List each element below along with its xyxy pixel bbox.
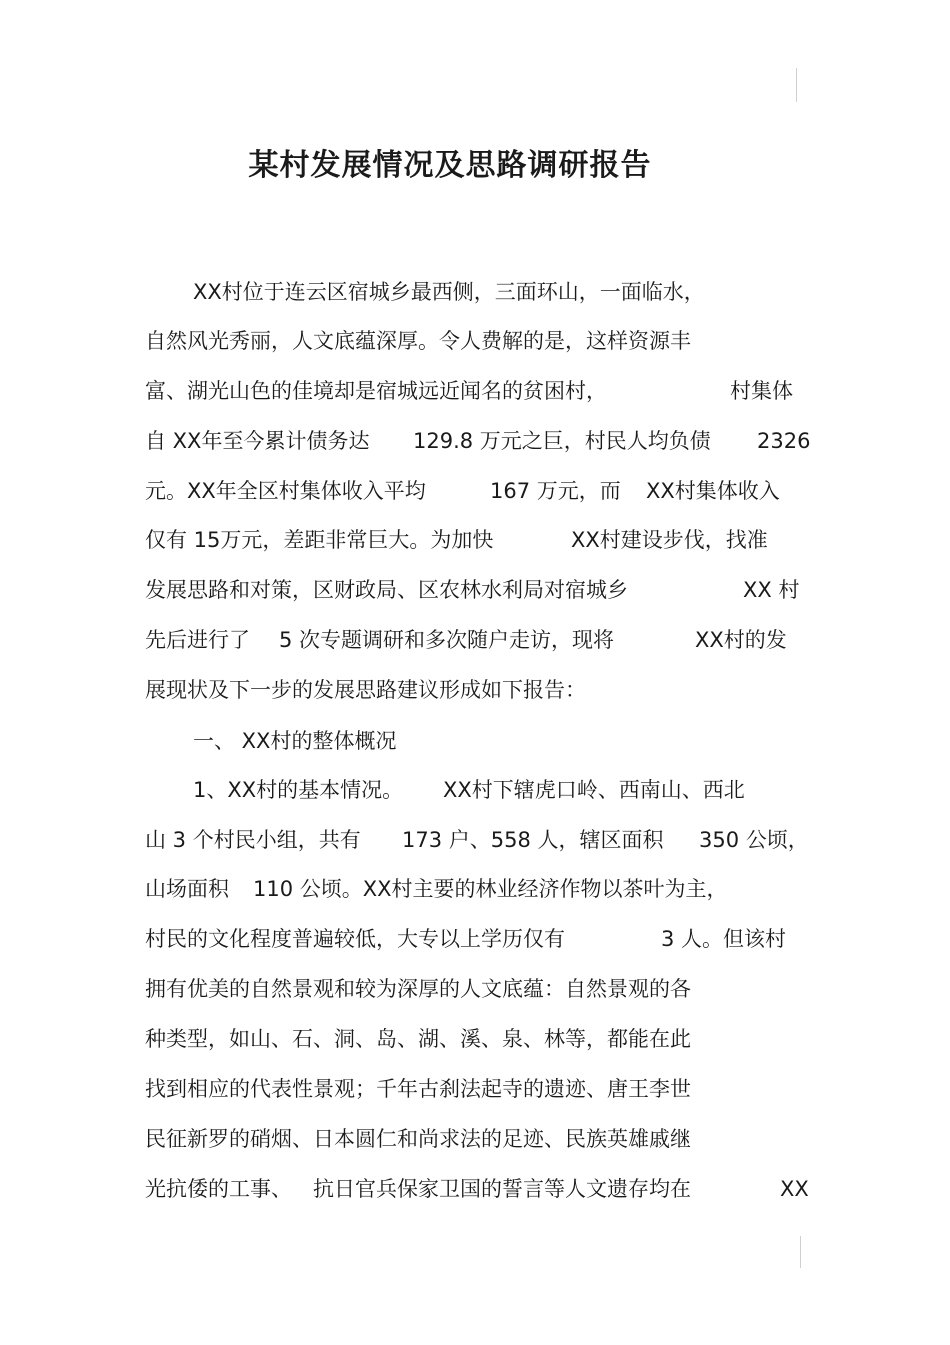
text-line (0, 624, 787, 656)
text-segment: 种类型，如山、石、洞、岛、湖、溪、泉、林等，都能在此 (145, 1027, 691, 1051)
text-line (0, 824, 809, 856)
text-segment: XX村建设步伐，找准 (571, 528, 768, 552)
text-line (0, 574, 800, 606)
text-segment: 富、湖光山色的佳境却是宿城远近闻名的贫困村， (145, 379, 607, 403)
page-corner-mark-top (796, 68, 797, 102)
text-line (0, 425, 811, 457)
text-segment: 仅有 15万元，差距非常巨大。为加快 (145, 528, 494, 552)
text-line (0, 774, 745, 806)
text-segment: 129.8 万元之巨，村民人均负债 (413, 429, 711, 453)
text-line (0, 375, 793, 407)
text-line (0, 923, 787, 955)
text-segment: 民征新罗的硝烟、日本圆仁和尚求法的足迹、民族英雄戚继 (145, 1127, 691, 1151)
text-segment: 展现状及下一步的发展思路建议形成如下报告： (145, 678, 586, 702)
text-segment: XX (780, 1177, 809, 1201)
text-segment: 抗日官兵保家卫国的誓言等人文遗存均在 (313, 1177, 691, 1201)
text-segment: 自然风光秀丽，人文底蕴深厚。令人费解的是，这样资源丰 (145, 329, 691, 353)
text-segment: 1、XX村的基本情况。 (193, 778, 404, 802)
text-segment: 村集体 (730, 379, 793, 403)
text-segment: 找到相应的代表性景观；千年古刹法起寺的遗迹、唐王李世 (145, 1077, 691, 1101)
text-segment: XX村下辖虎口岭、西南山、西北 (443, 778, 745, 802)
section-heading (0, 725, 397, 757)
text-segment: 光抗倭的工事、 (145, 1177, 292, 1201)
text-line (0, 276, 705, 308)
text-line (0, 873, 728, 905)
text-line (0, 325, 691, 357)
text-line (0, 1073, 691, 1105)
text-segment: 元。XX年全区村集体收入平均 (145, 479, 426, 503)
text-segment: 山场面积 (145, 877, 229, 901)
text-segment: 2326 (757, 429, 811, 453)
text-segment: XX村集体收入 (646, 479, 780, 503)
text-line (0, 1123, 691, 1155)
text-segment: 发展思路和对策，区财政局、区农林水利局对宿城乡 (145, 578, 628, 602)
text-line (0, 1173, 809, 1205)
text-segment: 先后进行了 (145, 628, 250, 652)
text-segment: 110 公顷。XX村主要的林业经济作物以茶叶为主， (253, 877, 728, 901)
document-title: 某村发展情况及思路调研报告 (248, 148, 652, 184)
text-segment: 167 万元，而 (490, 479, 621, 503)
page-corner-mark-bottom (800, 1236, 801, 1268)
text-line (0, 674, 586, 706)
text-segment: 一、 XX村的整体概况 (193, 729, 397, 753)
text-segment: 350 公顷， (699, 828, 809, 852)
text-segment: 3 人。但该村 (661, 927, 787, 951)
text-line (0, 475, 780, 507)
text-segment: 自 XX年至今累计债务达 (145, 429, 370, 453)
text-segment: 村民的文化程度普遍较低，大专以上学历仅有 (145, 927, 565, 951)
text-line (0, 973, 691, 1005)
text-segment: XX村位于连云区宿城乡最西侧，三面环山，一面临水， (193, 280, 705, 304)
text-segment: 山 3 个村民小组，共有 (145, 828, 361, 852)
text-segment: 拥有优美的自然景观和较为深厚的人文底蕴：自然景观的各 (145, 977, 691, 1001)
text-segment: 5 次专题调研和多次随户走访，现将 (279, 628, 615, 652)
text-line (0, 1023, 691, 1055)
text-segment: 173 户、558 人，辖区面积 (402, 828, 664, 852)
text-line (0, 524, 768, 556)
text-segment: XX村的发 (695, 628, 787, 652)
text-segment: XX 村 (743, 578, 800, 602)
